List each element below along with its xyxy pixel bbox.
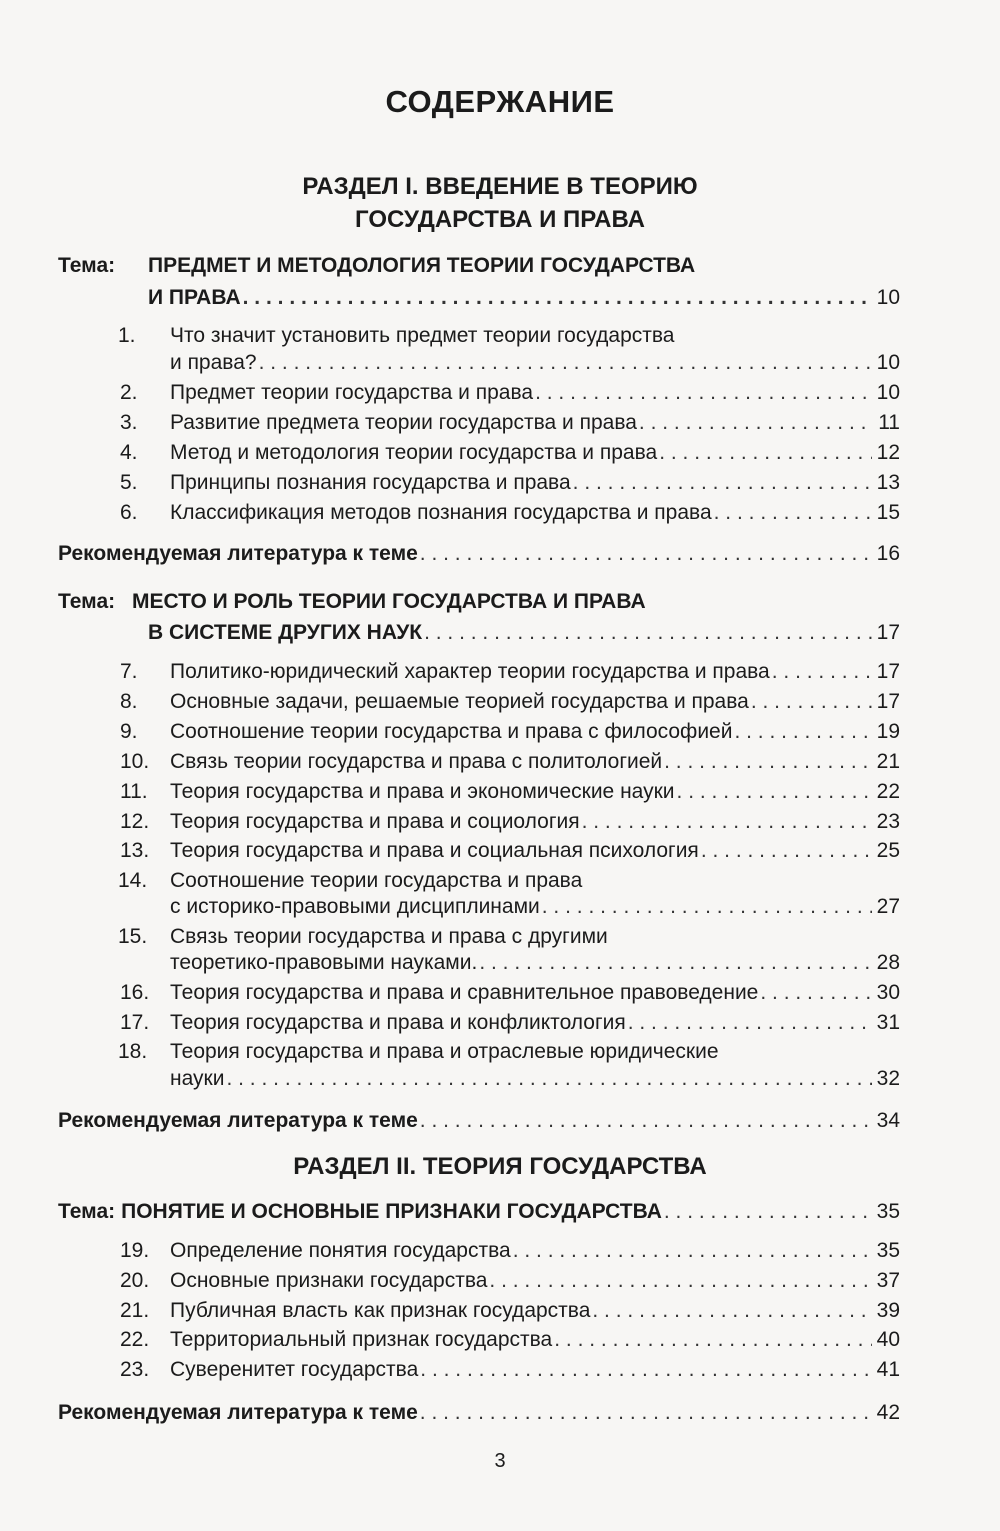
dot-leader [259, 350, 872, 376]
toc-text: Суверенитет государства [170, 1358, 419, 1381]
page-ref: 16 [876, 542, 900, 565]
toc-text: Предмет теории государства и права [170, 381, 534, 404]
page-ref: 19 [876, 720, 900, 743]
dot-leader [226, 1066, 872, 1092]
toc-text: Теория государства и права и социальная психология [170, 839, 699, 862]
toc-entry-literature-2[interactable] [58, 1108, 900, 1134]
dot-leader [628, 1010, 872, 1036]
page-ref: 32 [876, 1067, 900, 1090]
page-ref: 23 [876, 810, 900, 833]
page-number: 3 [494, 1450, 506, 1472]
toc-text: Политико-юридический характер теории государства и права [170, 660, 770, 683]
topic-3-label: Тема: [58, 1200, 116, 1223]
toc-num: 6. [120, 501, 138, 524]
toc-entry-1[interactable] [170, 350, 900, 376]
page-ref: 37 [876, 1269, 900, 1292]
toc-entry-15[interactable] [170, 950, 900, 976]
page-ref: 13 [876, 471, 900, 494]
dot-leader [535, 380, 872, 406]
toc-entry-1-line1[interactable]: Что значит установить предмет теории государства [170, 324, 675, 347]
page-ref: 28 [876, 951, 900, 974]
dot-leader [489, 1268, 872, 1294]
topic-1-title-line1: ПРЕДМЕТ И МЕТОДОЛОГИЯ ТЕОРИИ ГОСУДАРСТВА [148, 254, 696, 277]
toc-entry-19[interactable] [120, 1238, 900, 1264]
toc-text: Теория государства и права и социология [170, 810, 580, 833]
page-ref: 39 [876, 1299, 900, 1322]
toc-text: теоретико-правовыми науками. [170, 951, 478, 974]
dot-leader [664, 749, 872, 775]
toc-num: 3. [120, 411, 138, 434]
toc-entry-6[interactable] [120, 500, 900, 526]
dot-leader [664, 1199, 872, 1225]
toc-text: Принципы познания государства и права [170, 471, 571, 494]
toc-num: 18. [118, 1040, 148, 1063]
toc-entry-topic-2[interactable] [148, 620, 900, 646]
toc-num: 1. [118, 324, 136, 347]
page-ref: 35 [876, 1239, 900, 1262]
toc-entry-13[interactable] [120, 838, 900, 864]
page-ref: 12 [876, 441, 900, 464]
toc-num: 14. [118, 869, 148, 892]
toc-text: и права? [170, 351, 257, 374]
toc-text: Определение понятия государства [170, 1239, 511, 1262]
toc-text: Соотношение теории государства и права с философией [170, 720, 733, 743]
toc-entry-17[interactable] [120, 1010, 900, 1036]
page-ref: 17 [876, 621, 900, 644]
page-ref: 15 [876, 501, 900, 524]
page-ref: 17 [876, 690, 900, 713]
dot-leader [639, 410, 872, 436]
dot-leader [582, 809, 872, 835]
dot-leader [420, 1108, 872, 1134]
toc-num: 4. [120, 441, 138, 464]
section-1-heading-line2: ГОСУДАРСТВА И ПРАВА [355, 206, 645, 233]
page-ref: 21 [876, 750, 900, 773]
toc-num: 20. [120, 1269, 150, 1292]
toc-text: Классификация методов познания государства и права [170, 501, 712, 524]
toc-entry-4[interactable] [120, 440, 900, 466]
toc-entry-22[interactable] [120, 1327, 900, 1353]
page-ref: 27 [876, 895, 900, 918]
topic-3-title: ПОНЯТИЕ И ОСНОВНЫЕ ПРИЗНАКИ ГОСУДАРСТВА [121, 1200, 662, 1223]
dot-leader [751, 689, 872, 715]
toc-text: Территориальный признак государства [170, 1328, 553, 1351]
page-ref: 40 [876, 1328, 900, 1351]
toc-num: 7. [120, 660, 138, 683]
toc-entry-literature-3[interactable] [58, 1400, 900, 1426]
toc-num: 22. [120, 1328, 150, 1351]
toc-entry-8[interactable] [120, 689, 900, 715]
toc-num: 19. [120, 1239, 150, 1262]
toc-entry-18[interactable] [170, 1066, 900, 1092]
dot-leader [513, 1238, 872, 1264]
dot-leader [479, 950, 872, 976]
dot-leader [659, 440, 872, 466]
toc-entry-7[interactable] [120, 659, 900, 685]
section-1-heading-line1: РАЗДЕЛ I. ВВЕДЕНИЕ В ТЕОРИЮ [302, 173, 698, 200]
toc-entry-15-line1[interactable]: Связь теории государства и права с другими [170, 925, 608, 948]
toc-text: Рекомендуемая литература к теме [58, 542, 418, 565]
toc-entry-12[interactable] [120, 809, 900, 835]
dot-leader [592, 1298, 872, 1324]
dot-leader [714, 500, 872, 526]
toc-num: 10. [120, 750, 150, 773]
toc-text: Теория государства и права и экономические науки [170, 780, 675, 803]
toc-entry-9[interactable] [120, 719, 900, 745]
toc-num: 13. [120, 839, 150, 862]
toc-entry-2[interactable] [120, 380, 900, 406]
dot-leader [420, 1400, 872, 1426]
toc-entry-18-line1[interactable]: Теория государства и права и отраслевые юридические [170, 1040, 719, 1063]
toc-text: Рекомендуемая литература к теме [58, 1401, 418, 1424]
dot-leader [554, 1327, 872, 1353]
dot-leader [677, 779, 872, 805]
page-ref: 11 [878, 411, 900, 434]
dot-leader [243, 285, 872, 311]
toc-entry-21[interactable] [120, 1298, 900, 1324]
topic-1-title-line2: И ПРАВА [148, 286, 241, 309]
page-title: СОДЕРЖАНИЕ [385, 84, 615, 119]
toc-num: 21. [120, 1299, 150, 1322]
toc-entry-topic-3[interactable] [58, 1199, 900, 1225]
toc-text: Метод и методология теории государства и права [170, 441, 658, 464]
toc-text: Связь теории государства и права с политологией [170, 750, 663, 773]
toc-text: Теория государства и права и сравнительное правоведение [170, 981, 759, 1004]
toc-num: 11. [120, 780, 148, 803]
toc-num: 5. [120, 471, 138, 494]
toc-num: 16. [120, 981, 150, 1004]
toc-entry-23[interactable] [120, 1357, 900, 1383]
page-ref: 25 [876, 839, 900, 862]
topic-2-title-line2: В СИСТЕМЕ ДРУГИХ НАУК [148, 621, 423, 644]
toc-text: Публичная власть как признак государства [170, 1299, 591, 1322]
toc-entry-16[interactable] [120, 980, 900, 1006]
toc-num: 2. [120, 381, 138, 404]
dot-leader [701, 838, 872, 864]
toc-num: 8. [120, 690, 138, 713]
dot-leader [424, 620, 872, 646]
page-ref: 10 [876, 286, 900, 309]
page-ref: 10 [876, 351, 900, 374]
toc-num: 15. [118, 925, 148, 948]
toc-num: 12. [120, 810, 150, 833]
toc-entry-14[interactable] [170, 894, 900, 920]
dot-leader [573, 470, 872, 496]
toc-text: Теория государства и права и конфликтология [170, 1011, 626, 1034]
toc-text: с историко-правовыми дисциплинами [170, 895, 540, 918]
page-ref: 42 [876, 1401, 900, 1424]
page-ref: 34 [876, 1109, 900, 1132]
toc-text: Рекомендуемая литература к теме [58, 1109, 418, 1132]
toc-entry-topic-1[interactable] [148, 285, 900, 311]
dot-leader [420, 541, 872, 567]
toc-entry-3[interactable] [120, 410, 900, 436]
toc-entry-10[interactable] [120, 749, 900, 775]
dot-leader [420, 1357, 872, 1383]
dot-leader [760, 980, 872, 1006]
dot-leader [772, 659, 872, 685]
toc-text: науки [170, 1067, 225, 1090]
toc-entry-11[interactable] [120, 779, 900, 805]
toc-text: Основные задачи, решаемые теорией государства и права [170, 690, 749, 713]
page-ref: 10 [876, 381, 900, 404]
toc-num: 9. [120, 720, 138, 743]
page-ref: 41 [876, 1358, 900, 1381]
toc-text: Основные признаки государства [170, 1269, 488, 1292]
page-ref: 17 [876, 660, 900, 683]
toc-num: 17. [120, 1011, 150, 1034]
toc-entry-5[interactable] [120, 470, 900, 496]
toc-num: 23. [120, 1358, 150, 1381]
toc-entry-20[interactable] [120, 1268, 900, 1294]
dot-leader [734, 719, 872, 745]
topic-2-title-line1: МЕСТО И РОЛЬ ТЕОРИИ ГОСУДАРСТВА И ПРАВА [132, 590, 646, 613]
toc-entry-literature-1[interactable] [58, 541, 900, 567]
page-ref: 22 [876, 780, 900, 803]
dot-leader [542, 894, 872, 920]
section-2-heading: РАЗДЕЛ II. ТЕОРИЯ ГОСУДАРСТВА [293, 1153, 707, 1180]
page-ref: 30 [876, 981, 900, 1004]
topic-1-label: Тема: [58, 254, 116, 277]
page-ref: 31 [876, 1011, 900, 1034]
topic-2-label: Тема: [58, 590, 116, 613]
toc-entry-14-line1[interactable]: Соотношение теории государства и права [170, 869, 583, 892]
page-ref: 35 [876, 1200, 900, 1223]
toc-text: Развитие предмета теории государства и права [170, 411, 637, 434]
